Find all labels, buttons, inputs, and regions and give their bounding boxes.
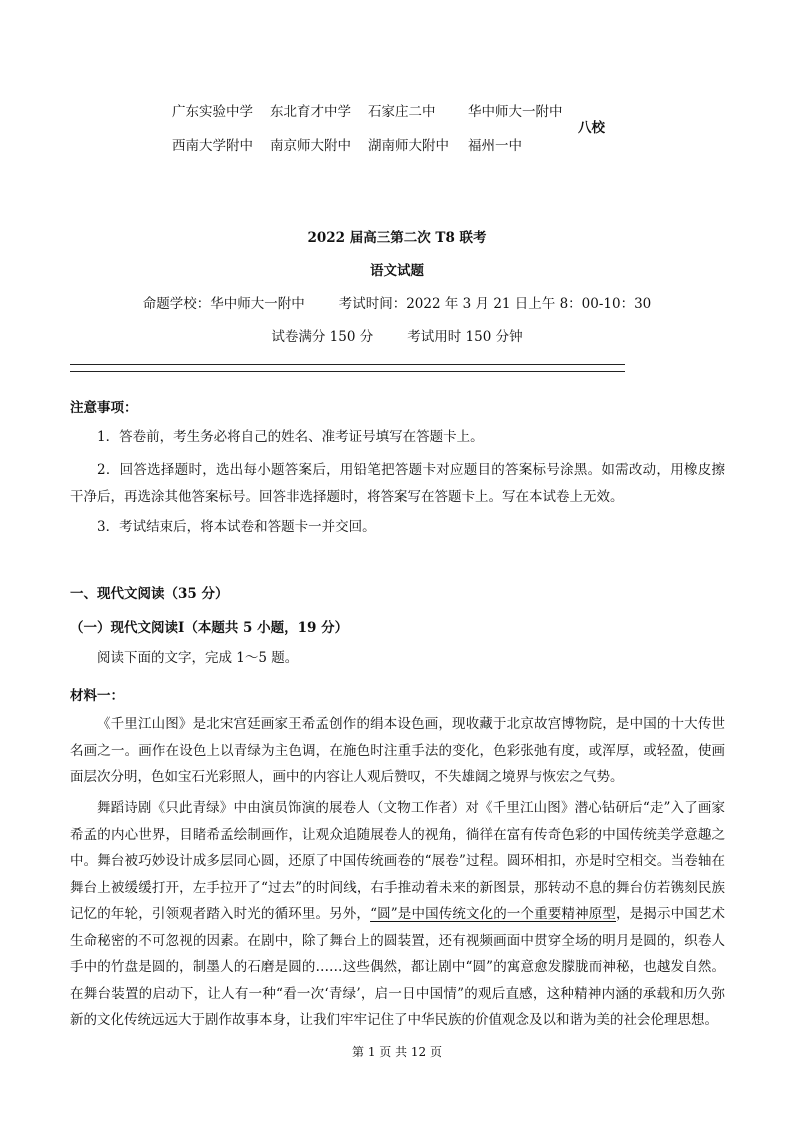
exam-meta-row-2 [0,325,794,345]
subsection-title: （一）现代文阅读Ⅰ（本题共 5 小题，19 分） [70,620,349,636]
exam-time: 考试时间：2022 年 3 月 21 日上午 8：00-10：30 [338,296,652,312]
group-label: 八校 [578,120,605,136]
passage-paragraph-1: 《千里江山图》是北宋宫廷画家王希孟创作的绢本设色画，现收藏于北京故宫博物院，是中国的十大传世名画之一。画作在设色上以青绿为主色调，在施色时注重手法的变化，色彩张弛有度，或浑厚，或轻盈，使画面层次分明，色如宝石光彩照人，画中的内容让人观后赞叹，不失雄阔之境界与恢宏之气势。 [70,716,725,785]
notice-item: 1．答卷前，考生务必将自己的姓名、准考证号填写在答题卡上。 [97,429,484,445]
school-name: 东北育才中学 [270,104,351,120]
notice-item: 2．回答选择题时，选出每小题答案后，用铅笔把答题卡对应题目的答案标号涂黑。如需改动，用橡皮擦干净后，再选涂其他答案标号。回答非选择题时，将答案写在答题卡上。写在本试卷上无效。 [70,462,725,505]
page-number: 第 1 页 共 12 页 [352,1045,442,1059]
exam-title: 2022 届高三第二次 T8 联考 [307,230,487,246]
header-divider [70,364,625,372]
full-score: 试卷满分 150 分 [271,329,374,345]
school-name: 南京师大附中 [270,138,351,154]
underlined-sentence: “圆”是中国传统文化的一个重要精神原型 [370,906,617,922]
school-name: 广东实验中学 [172,104,253,120]
school-name: 福州一中 [468,138,522,154]
school-name: 华中师大一附中 [468,104,563,120]
school-list [172,100,642,160]
notice-title: 注意事项： [70,400,138,416]
material-label: 材料一： [70,688,124,704]
school-name: 石家庄二中 [368,104,436,120]
section-title: 一、现代文阅读（35 分） [70,586,229,602]
setter-school: 命题学校：华中师大一附中 [142,296,305,312]
school-name: 湖南师大附中 [368,138,449,154]
passage-paragraph-2 [70,795,725,1034]
school-name: 西南大学附中 [172,138,253,154]
passage-text: ，是揭示中国艺术生命秘密的不可忽视的因素。在剧中，除了舞台上的圆装置，还有视频画面中贯穿全场的明月是圆的，织卷人手中的竹盘是圆的，制墨人的石磨是圆的……这些偶然，都让剧中“圆”的寓意愈发朦胧而神秘，也越发自然。在舞台装置的启动下，让人有一种“看一次‘青绿’，启一日中国情”的观后直感，这种精神内涵的承载和历久弥新的文化传统远远大于剧作故事本身，让我们牢牢记住了中华民族的价值观念及以和谐为美的社会伦理思想。 [70,906,726,1028]
exam-subject: 语文试题 [370,263,424,279]
reading-instruction: 阅读下面的文字，完成 1～5 题。 [97,650,299,666]
passage-text: 舞蹈诗剧《只此青绿》中由演员饰演的展卷人（文物工作者）对《千里江山图》潜心钻研后“走”入了画家希孟的内心世界，目睹希孟绘制画作，让观众追随展卷人的视角，徜徉在富有传奇色彩的中国传统美学意趣之中。舞台被巧妙设计成多层同心圆，还原了中国传统画卷的“展卷”过程。圆环相扣，亦是时空相交。当卷轴在舞台上被缓缓打开，左手拉开了“过去”的时间线，右手推动着未来的新图景，那转动不息的舞台仿若镌刻民族记忆的年轮，引领观者踏入时光的循环里。另外， [70,800,725,922]
notice-item: 3．考试结束后，将本试卷和答题卡一并交回。 [97,519,376,535]
exam-duration: 考试用时 150 分钟 [407,329,523,345]
exam-meta-row-1 [0,292,794,312]
